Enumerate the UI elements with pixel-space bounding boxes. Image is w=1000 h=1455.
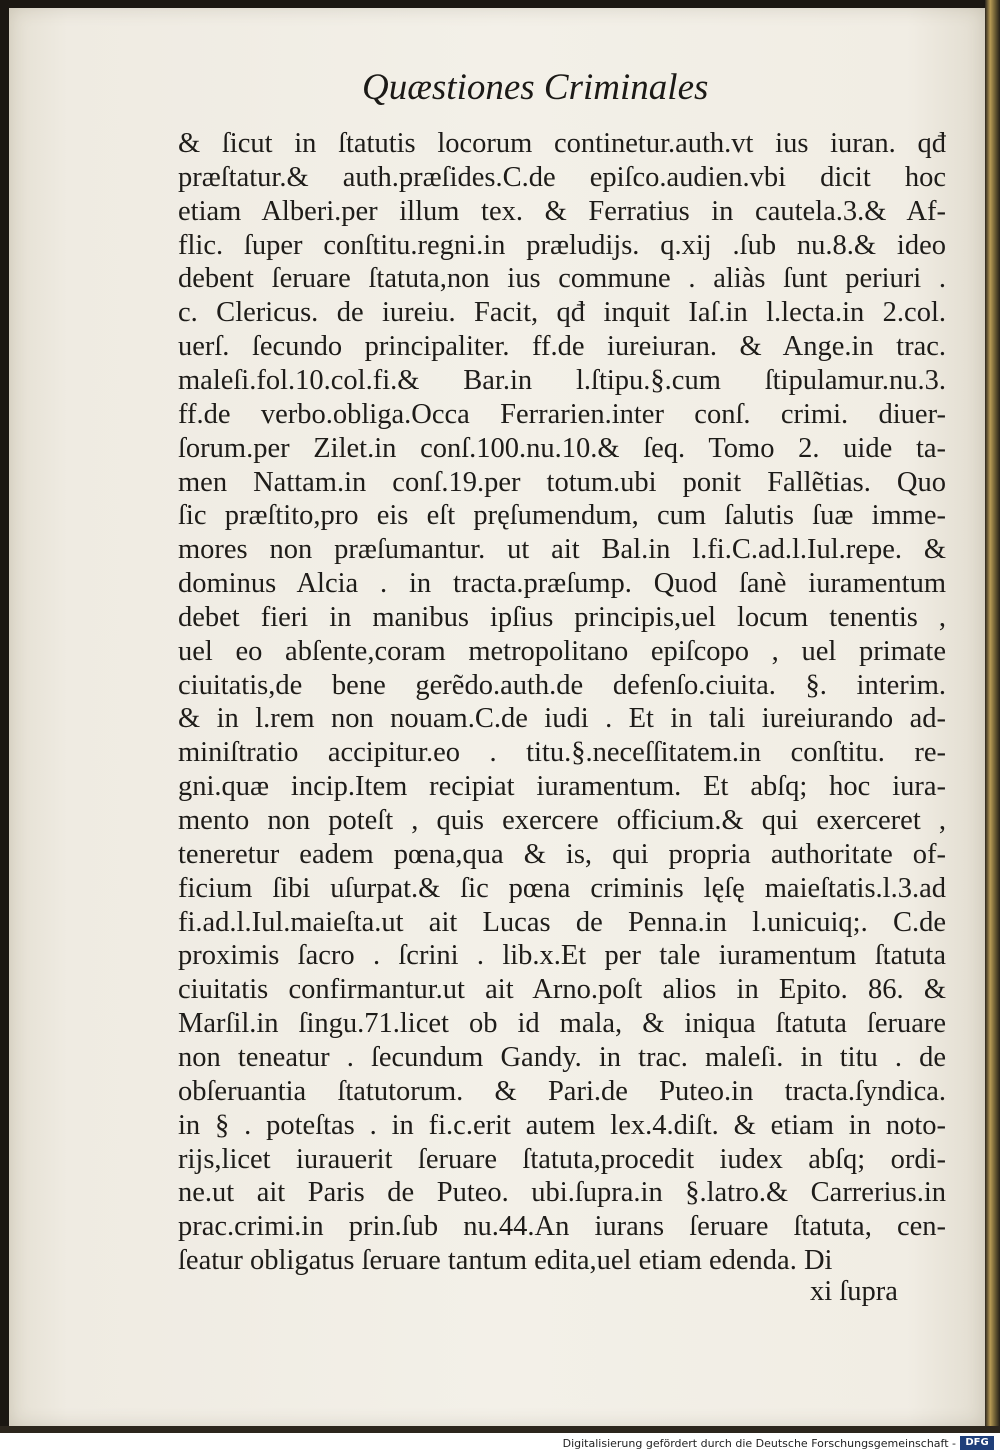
text-line: proximis ſacro . ſcrini . lib.x.Et per tale iuramentum ſtatuta [178, 940, 946, 972]
text-line: gni.quæ incip.Item recipiat iuramentum. Et abſq; hoc iura- [178, 771, 946, 803]
text-line: etiam Alberi.per illum tex. & Ferratius in cautela.3.& Af- [178, 195, 946, 227]
text-line: maleſi.fol.10.col.fi.& Bar.in l.ſtipu.§.cum ſtipulamur.nu.3. [178, 364, 946, 396]
text-line: men Nattam.in conſ.19.per totum.ubi ponit Fallẽtias. Quo [178, 466, 946, 498]
text-line: ficium ſibi uſurpat.& ſic pœna criminis lęſę maieſtatis.l.3.ad [178, 872, 946, 904]
text-line: c. Clericus. de iureiu. Facit, qđ inquit Iaſ.in l.lecta.in 2.col. [178, 297, 946, 329]
digitization-footer [0, 1433, 1000, 1455]
text-line: Marſil.in ſingu.71.licet ob id mala, & iniqua ſtatuta ſeruare [178, 1008, 946, 1040]
text-line: ſeatur obligatus ſeruare tantum edita,uel etiam edenda. Di [178, 1245, 833, 1277]
text-line: ciuitatis,de bene gerẽdo.auth.de defenſo.ciuita. §. interim. [178, 669, 946, 701]
text-line: flic. ſuper conſtitu.regni.in præludijs. q.xij .ſub nu.8.& ideo [178, 229, 946, 261]
running-head: Quæstiones Criminales [362, 67, 709, 108]
text-line: fi.ad.l.Iul.maieſta.ut ait Lucas de Penna.in l.unicuiq;. C.de [178, 906, 946, 938]
text-line: debet fieri in manibus ipſius principis,uel locum tenentis , [178, 601, 946, 633]
text-line: uel eo abſente,coram metropolitano epiſcopo , uel primate [178, 635, 946, 667]
text-line: uerſ. ſecundo principaliter. ff.de iureiuran. & Ange.in trac. [178, 331, 946, 363]
text-line: non teneatur . ſecundum Gandy. in trac. maleſi. in titu . de [178, 1041, 946, 1073]
text-line: teneretur eadem pœna,qua & is, qui propria authoritate of- [178, 838, 946, 870]
text-line: miniſtratio accipitur.eo . titu.§.neceſſitatem.in conſtitu. re- [178, 737, 946, 769]
text-line: in § . poteſtas . in fi.c.erit autem lex.4.diſt. & etiam in noto- [178, 1109, 946, 1141]
text-line: mento non poteſt , quis exercere officium.& qui exerceret , [178, 805, 946, 836]
text-line: obſeruantia ſtatutorum. & Pari.de Puteo.in tracta.ſyndica. [178, 1075, 946, 1107]
catchword: xi ſupra [810, 1276, 898, 1307]
dfg-logo: DFG [960, 1436, 994, 1450]
text-line: rijs,licet iurauerit ſeruare ſtatuta,procedit iudex abſq; ordi- [178, 1143, 946, 1175]
text-line: ſic præſtito,pro eis eſt pręſumendum, cum ſalutis ſuæ imme- [178, 500, 946, 532]
footer-credit: Digitalisierung gefördert durch die Deutsche Forschungsgemeinschaft - [562, 1437, 956, 1450]
scan-border [0, 1426, 1000, 1433]
text-line: ſorum.per Zilet.in conſ.100.nu.10.& ſeq. Tomo 2. uide ta- [178, 432, 946, 464]
text-line: & ſicut in ſtatutis locorum continetur.auth.vt ius iuran. qđ [178, 128, 946, 159]
book-edge [985, 0, 1000, 1430]
text-line: dominus Alcia . in tracta.præſump. Quod ſanè iuramentum [178, 568, 946, 600]
text-line: ciuitatis confirmantur.ut ait Arno.poſt alios in Epito. 86. & [178, 974, 946, 1006]
text-line: præſtatur.& auth.præſides.C.de epiſco.audien.vbi dicit hoc [178, 161, 946, 193]
text-line: & in l.rem non nouam.C.de iudi . Et in tali iureiurando ad- [178, 703, 946, 735]
text-line: prac.crimi.in prin.ſub nu.44.An iurans ſeruare ſtatuta, cen- [178, 1211, 946, 1243]
text-line: ne.ut ait Paris de Puteo. ubi.ſupra.in §.latro.& Carrerius.in [178, 1177, 946, 1209]
text-line: debent ſeruare ſtatuta,non ius commune . aliàs ſunt periuri . [178, 263, 946, 295]
text-line: mores non præſumantur. ut ait Bal.in l.fi.C.ad.l.Iul.repe. & [178, 534, 946, 566]
text-line: ff.de verbo.obliga.Occa Ferrarien.inter conſ. crimi. diuer- [178, 398, 946, 430]
